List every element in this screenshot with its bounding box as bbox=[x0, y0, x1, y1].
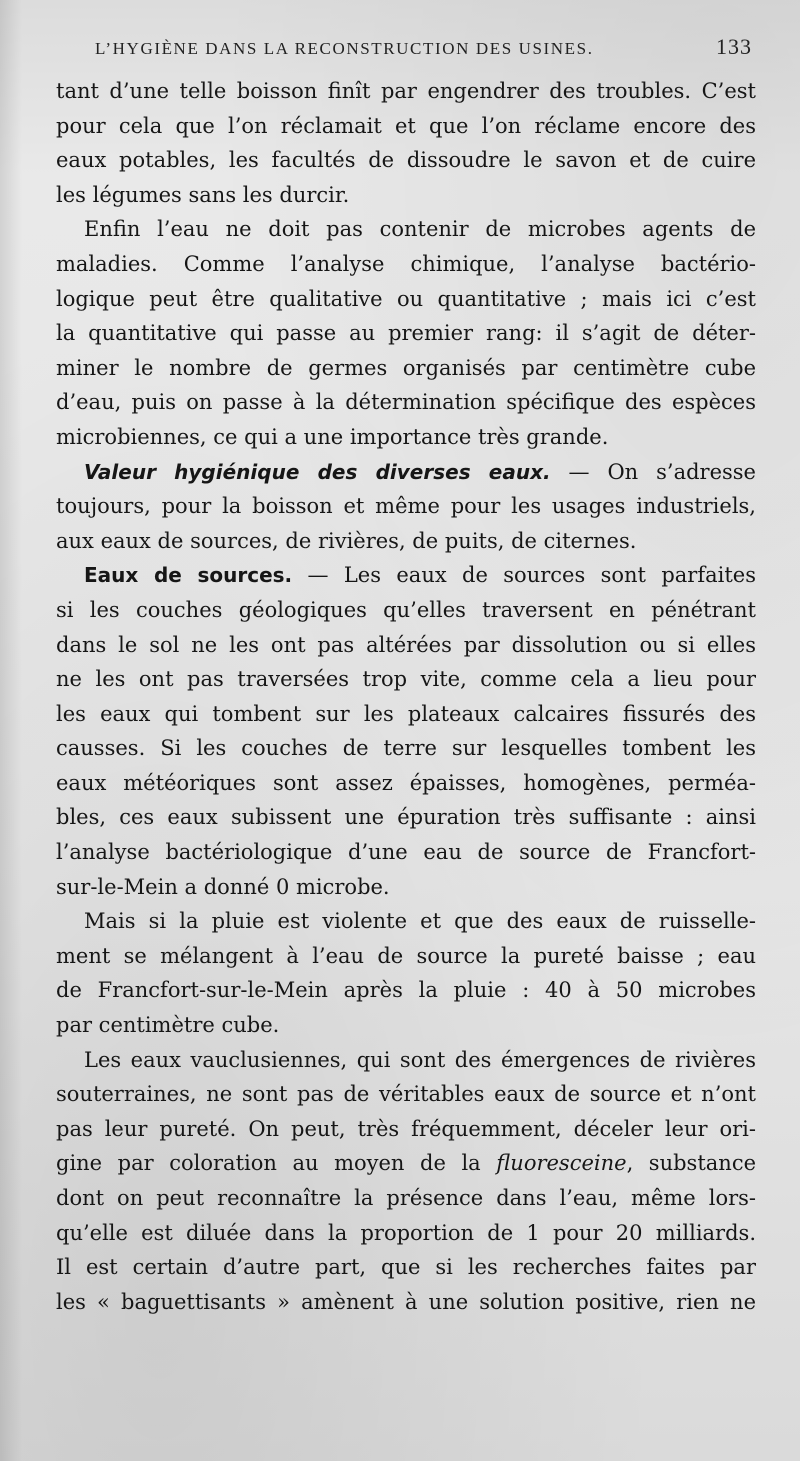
text-line: dont on peut reconnaître la présence dans l’eau, même lors- bbox=[56, 1186, 756, 1210]
text-line: l’analyse bactériologique d’une eau de source de Francfort- bbox=[56, 840, 756, 865]
text-line: les eaux qui tombent sur les plateaux calcaires fissurés des bbox=[56, 701, 756, 726]
subsection-heading: Eaux de sources. bbox=[84, 563, 293, 588]
body-text bbox=[56, 74, 756, 1319]
text-line: microbiennes, ce qui a une importance très grande. bbox=[56, 424, 609, 449]
text-line: maladies. Comme l’analyse chimique, l’analyse bactério- bbox=[56, 251, 756, 276]
text-line: Les eaux vauclusiennes, qui sont des émergences de rivières bbox=[84, 1047, 756, 1072]
text-line: eaux météoriques sont assez épaisses, homogènes, perméa- bbox=[56, 770, 756, 795]
text-line: pour cela que l’on réclamait et que l’on réclame encore des bbox=[56, 113, 756, 138]
text-line: Enfin l’eau ne doit pas contenir de microbes agents de bbox=[84, 217, 756, 242]
text-line: toujours, pour la boisson et même pour les usages industriels, bbox=[56, 494, 756, 519]
text-line: pas leur pureté. On peut, très fréquemment, déceler leur ori- bbox=[56, 1116, 756, 1141]
line-start: gine par coloration au moyen de la bbox=[56, 1151, 497, 1176]
line-end: , substance bbox=[626, 1151, 756, 1176]
text-line: d’eau, puis on passe à la détermination spécifique des espèces bbox=[56, 390, 756, 415]
text-line: souterraines, ne sont pas de véritables eaux de source et n’ont bbox=[56, 1082, 756, 1107]
text-line: eaux potables, les facultés de dissoudre le savon et de cuire bbox=[56, 148, 756, 173]
text-line: de Francfort-sur-le-Mein après la pluie : 40 à 50 microbes bbox=[56, 978, 756, 1003]
page-number: 133 bbox=[716, 34, 752, 59]
text-line: Il est certain d’autre part, que si les recherches faites par bbox=[56, 1255, 756, 1280]
text-line: miner le nombre de germes organisés par centimètre cube bbox=[56, 355, 756, 380]
text-line: ment se mélangent à l’eau de source la pureté baisse ; eau bbox=[56, 943, 756, 968]
running-head bbox=[95, 34, 752, 64]
text-line: bles, ces eaux subissent une épuration très suffisante : ainsi bbox=[56, 805, 756, 830]
text-line: si les couches géologiques qu’elles traversent en pénétrant bbox=[56, 597, 756, 622]
text-line: par centimètre cube. bbox=[56, 1013, 280, 1038]
section-heading: Valeur hygiénique des diverses eaux. bbox=[84, 459, 551, 484]
text-line: les légumes sans les durcir. bbox=[56, 182, 350, 207]
text-line: les « baguettisants » amènent à une solution positive, rien ne bbox=[56, 1289, 756, 1314]
text-line-with-italic bbox=[56, 1146, 756, 1181]
subsection-heading-line bbox=[56, 558, 756, 593]
text-line: la quantitative qui passe au premier rang: il s’agit de déter- bbox=[56, 321, 756, 346]
text-line: sur-le-Mein a donné 0 microbe. bbox=[56, 874, 390, 899]
text-line: aux eaux de sources, de rivières, de puits, de citernes. bbox=[56, 528, 637, 553]
running-title: L’HYGIÈNE DANS LA RECONSTRUCTION DES USINES. bbox=[95, 39, 594, 58]
text-line: qu’elle est diluée dans la proportion de 1 pour 20 milliards. bbox=[56, 1220, 756, 1245]
text-line: tant d’une telle boisson finît par engendrer des troubles. C’est bbox=[56, 79, 756, 103]
text-line: logique peut être qualitative ou quantitative ; mais ici c’est bbox=[56, 286, 756, 311]
text-line: dans le sol ne les ont pas altérées par dissolution ou si elles bbox=[56, 632, 756, 657]
text-line: causses. Si les couches de terre sur lesquelles tombent les bbox=[56, 736, 756, 761]
italic-term: fluoresceine bbox=[496, 1151, 627, 1176]
text-line: ne les ont pas traversées trop vite, comme cela a lieu pour bbox=[56, 667, 756, 692]
text-line: Mais si la pluie est violente et que des eaux de ruisselle- bbox=[84, 909, 756, 934]
section-heading-line bbox=[56, 455, 756, 490]
subsection-heading-continuation: — Les eaux de sources sont parfaites bbox=[292, 563, 756, 588]
section-heading-continuation: — On s’adresse bbox=[550, 459, 756, 484]
